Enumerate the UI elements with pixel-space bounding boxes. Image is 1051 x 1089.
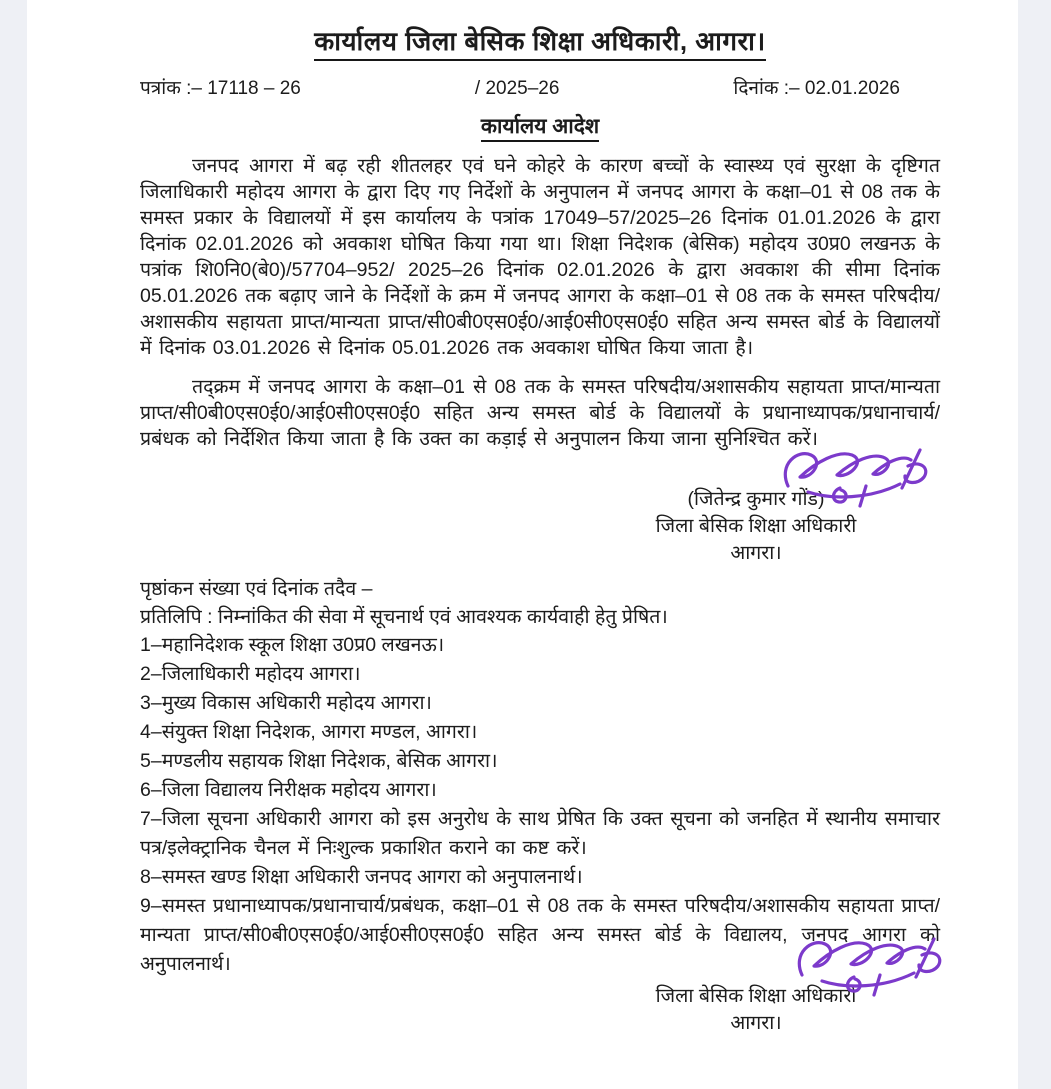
signatory-name: (जितेन्द्र कुमार गोंड) bbox=[687, 488, 825, 510]
copy-item-9: 9–समस्त प्रधानाध्यापक/प्रधानाचार्य/प्रबंधक, कक्षा–01 से 08 तक के समस्त परिषदीय/अशासकीय सहायता प्राप्त/मान्यता प्राप्त/सी0बी0एस0ई0/आई0सी0एस0ई0 सहित अन्य समस्त बोर्ड के विद्यालय, जनपद आगरा को अनुपालनार्थ। bbox=[140, 895, 940, 975]
office-title bbox=[140, 22, 940, 58]
signature-block-2 bbox=[586, 983, 926, 1037]
signatory-place: आगरा। bbox=[730, 542, 782, 564]
endorsement-section bbox=[140, 575, 940, 979]
copy-item-6: 6–जिला विद्यालय निरीक्षक महोदय आगरा। bbox=[140, 779, 437, 801]
signatory-designation: जिला बेसिक शिक्षा अधिकारी bbox=[655, 515, 857, 537]
document-content bbox=[27, 0, 1018, 1037]
office-title-text: कार्यालय जिला बेसिक शिक्षा अधिकारी, आगरा। bbox=[314, 26, 765, 61]
letter-ref-middle: / 2025–26 bbox=[474, 78, 560, 99]
body-paragraph-2: तद्क्रम में जनपद आगरा के कक्षा–01 से 08 तक के समस्त परिषदीय/अशासकीय सहायता प्राप्त/मान्यता प्राप्त/सी0बी0एस0ई0/आई0सी0एस0ई0 सहित अन्य समस्त बोर्ड के विद्यालयों के प्रधानाध्यापक/प्रधानाचार्य/प्रबंधक को निर्देशित किया जाता है कि उक्त का कड़ाई से अनुपालन किया जाना सुनिश्चित करें। bbox=[140, 376, 940, 450]
copy-item-2: 2–जिलाधिकारी महोदय आगरा। bbox=[140, 663, 361, 685]
letter-meta-row bbox=[140, 74, 940, 100]
endorsement-line-2: प्रतिलिपि : निम्नांकित की सेवा में सूचनार्थ एवं आवश्यक कार्यवाही हेतु प्रेषित। bbox=[140, 606, 668, 628]
copy-item-3: 3–मुख्य विकास अधिकारी महोदय आगरा। bbox=[140, 692, 432, 714]
endorsement-line-1: पृष्ठांकन संख्या एवं दिनांक तदैव – bbox=[140, 578, 373, 600]
order-title-text: कार्यालय आदेश bbox=[481, 115, 599, 142]
copy-item-1: 1–महानिदेशक स्कूल शिक्षा उ0प्र0 लखनऊ। bbox=[140, 634, 445, 656]
copy-item-8: 8–समस्त खण्ड शिक्षा अधिकारी जनपद आगरा को अनुपालनार्थ। bbox=[140, 866, 583, 888]
signature-block-1 bbox=[586, 486, 926, 567]
copy-item-4: 4–संयुक्त शिक्षा निदेशक, आगरा मण्डल, आगरा। bbox=[140, 721, 478, 743]
letter-ref-number: पत्रांक :– 17118 – 26 bbox=[140, 78, 301, 99]
signatory-designation: जिला बेसिक शिक्षा अधिकारी bbox=[655, 985, 857, 1007]
copy-item-5: 5–मण्डलीय सहायक शिक्षा निदेशक, बेसिक आगरा। bbox=[140, 750, 498, 772]
copy-item-7: 7–जिला सूचना अधिकारी आगरा को इस अनुरोध के साथ प्रेषित कि उक्त सूचना को जनहित में स्थानीय समाचार पत्र/इलेक्ट्रानिक चैनल में निःशुल्क प्रकाशित कराने का कष्ट करें। bbox=[140, 808, 940, 859]
signatory-place: आगरा। bbox=[730, 1012, 782, 1034]
letter-date: दिनांक :– 02.01.2026 bbox=[733, 78, 900, 99]
body-paragraph-1: जनपद आगरा में बढ़ रही शीतलहर एवं घने कोहरे के कारण बच्चों के स्वास्थ्य एवं सुरक्षा के दृष्टिगत जिलाधिकारी महोदय आगरा के द्वारा दिए गए निर्देशों के अनुपालन में जनपद आगरा के कक्षा–01 से 08 तक के समस्त प्रकार के विद्यालयों में इस कार्यालय के पत्रांक 17049–57/2025–26 दिनांक 01.01.2026 के द्वारा दिनांक 02.01.2026 को अवकाश घोषित किया गया था। शिक्षा निदेशक (बेसिक) महोदय उ0प्र0 लखनऊ के पत्रांक शि0नि0(बे0)/57704–952/ 2025–26 दिनांक 02.01.2026 के द्वारा अवकाश की सीमा दिनांक 05.01.2026 तक बढ़ाए जाने के निर्देशों के क्रम में जनपद आगरा के कक्षा–01 से 08 तक के समस्त परिषदीय/अशासकीय सहायता प्राप्त/मान्यता प्राप्त/सी0बी0एस0ई0/आई0सी0एस0ई0 सहित अन्य समस्त बोर्ड के विद्यालयों में दिनांक 03.01.2026 से दिनांक 05.01.2026 तक अवकाश घोषित किया जाता है। bbox=[140, 155, 940, 359]
order-title bbox=[140, 112, 940, 140]
document-page bbox=[27, 0, 1018, 1089]
